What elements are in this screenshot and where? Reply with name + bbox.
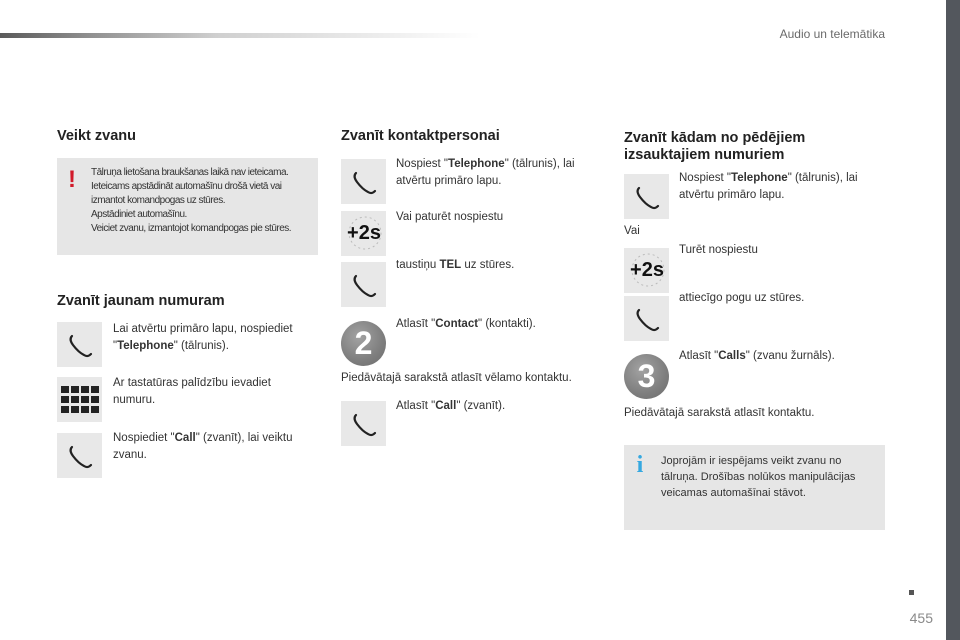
section-title: Audio un telemātika xyxy=(779,27,885,41)
step-select-calls: Atlasīt "Calls" (zvanu žurnāls). xyxy=(679,350,835,362)
warning-line: Tālruņa lietošana braukšanas laikā nav ieteicama. xyxy=(91,167,289,178)
step-select-contact: Atlasīt "Contact" (kontakti). xyxy=(396,318,536,330)
step-number-badge: 2 xyxy=(341,321,386,366)
step-tel-key: taustiņu TEL uz stūres. xyxy=(396,259,515,271)
info-box xyxy=(624,445,885,530)
step-choose-contact: Piedāvātajā sarakstā atlasīt kontaktu. xyxy=(624,407,815,419)
step-choose-contact: Piedāvātajā sarakstā atlasīt vēlamo kontaktu. xyxy=(341,372,572,384)
info-text: Joprojām ir iespējams veikt zvanu no tālruņa. Drošības nolūkos manipulācijas veicamas automašīnai stāvot. xyxy=(661,455,856,499)
warning-box xyxy=(57,158,318,255)
phone-handset-icon xyxy=(341,262,386,307)
step-hold: Vai paturēt nospiestu xyxy=(396,211,504,223)
hold-two-seconds-icon xyxy=(341,211,386,256)
title-make-call: Veikt zvanu xyxy=(57,128,136,144)
page-edge-strip xyxy=(946,0,960,640)
step-select-call: Atlasīt "Call" (zvanīt). xyxy=(396,400,506,412)
header-gradient-bar xyxy=(0,33,480,38)
phone-handset-icon xyxy=(624,174,669,219)
info-icon: i xyxy=(636,452,644,478)
warning-line: Ieteicams apstādināt automašīnu drošā vietā vai xyxy=(91,181,282,192)
step-steering-button: attiecīgo pogu uz stūres. xyxy=(679,292,805,304)
step-number-badge: 3 xyxy=(624,354,669,399)
hold-two-seconds-icon xyxy=(624,248,669,293)
step-enter-number: Ar tastatūras palīdzību ievadiet numuru. xyxy=(113,377,271,406)
title-call-new-number: Zvanīt jaunam numuram xyxy=(57,293,225,309)
step-press-call: Nospiediet "Call" (zvanīt), lai veiktu zvanu. xyxy=(113,432,293,461)
hold-label: +2s xyxy=(347,222,381,244)
title-call-recent xyxy=(624,130,805,164)
step-hold: Turēt nospiestu xyxy=(679,244,758,256)
title-line: izsauktajiem numuriem xyxy=(624,147,785,163)
page-marker xyxy=(909,590,914,595)
phone-handset-icon xyxy=(57,433,102,478)
page-number: 455 xyxy=(909,610,933,626)
exclamation-icon: ! xyxy=(68,166,76,193)
step-open-telephone: Nospiest "Telephone" (tālrunis), lai atvērtu primāro lapu. xyxy=(679,172,858,201)
warning-line: Apstādiniet automašīnu. xyxy=(91,209,187,220)
hold-label: +2s xyxy=(630,259,664,281)
phone-handset-icon xyxy=(57,322,102,367)
step-open-telephone: Nospiest "Telephone" (tālrunis), lai atvērtu primāro lapu. xyxy=(396,158,575,187)
keypad-icon xyxy=(57,377,102,422)
phone-handset-icon xyxy=(341,401,386,446)
warning-text xyxy=(91,166,313,236)
step-open-telephone: Lai atvērtu primāro lapu, nospiediet "Telephone" (tālrunis). xyxy=(113,323,293,352)
or-label: Vai xyxy=(624,225,640,237)
phone-handset-icon xyxy=(624,296,669,341)
warning-line: izmantot komandpogas uz stūres. xyxy=(91,195,226,206)
phone-handset-icon xyxy=(341,159,386,204)
title-line: Zvanīt kādam no pēdējiem xyxy=(624,130,806,146)
title-call-contact: Zvanīt kontaktpersonai xyxy=(341,128,500,144)
warning-line: Veiciet zvanu, izmantojot komandpogas pie stūres. xyxy=(91,223,292,234)
